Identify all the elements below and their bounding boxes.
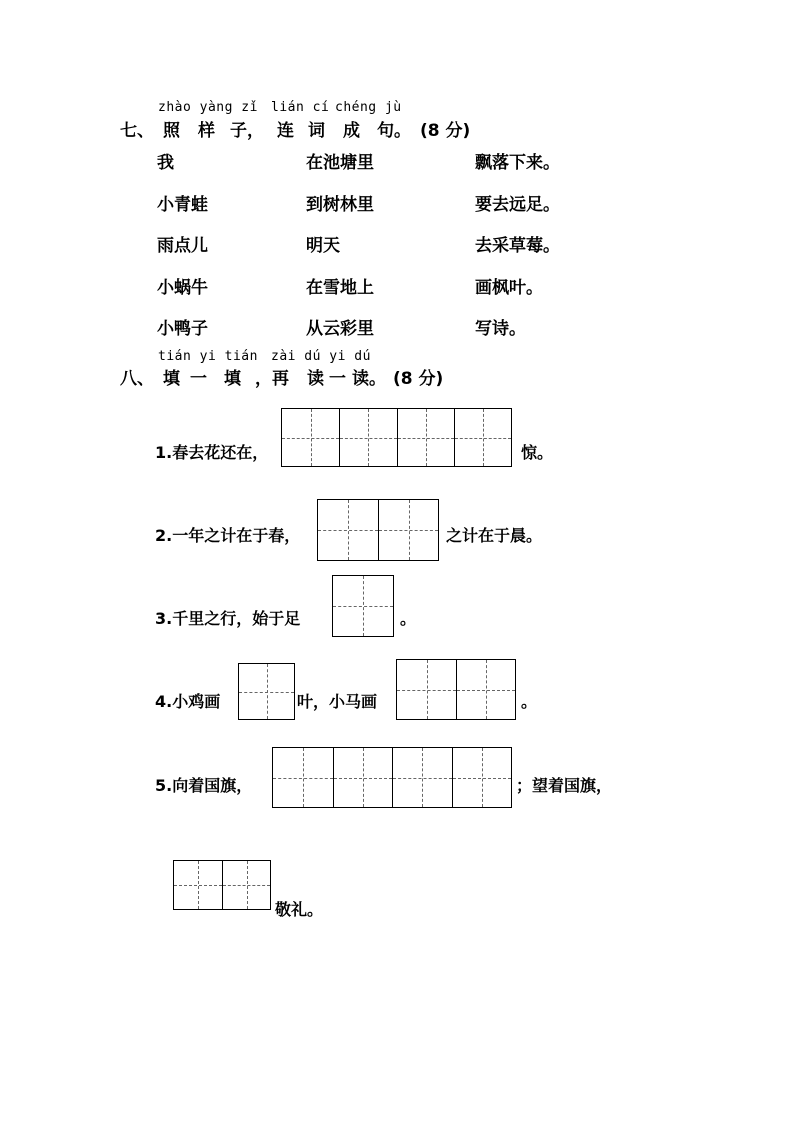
heading-char: 句。 <box>377 121 411 141</box>
pinyin-lian-ci: lián cí <box>271 100 330 115</box>
writing-square[interactable] <box>222 861 270 909</box>
writing-square[interactable] <box>378 500 438 560</box>
item-1-suffix: 惊。 <box>521 443 554 462</box>
heading-char: 填 <box>224 369 241 389</box>
section-score: (8 分) <box>420 121 471 141</box>
word-cell: 我 <box>157 153 174 173</box>
heading-char: 词 <box>308 121 325 141</box>
pinyin-zhao-yang-zi: zhào yàng zǐ <box>158 100 258 115</box>
writing-square[interactable] <box>282 409 339 466</box>
item-2-prefix: 2.一年之计在于春， <box>155 526 301 545</box>
word-cell: 画枫叶。 <box>475 278 543 298</box>
word-cell: 去采草莓。 <box>475 236 560 256</box>
writing-square[interactable] <box>454 409 511 466</box>
item-4-prefix: 4.小鸡画 <box>155 692 221 711</box>
heading-char: 照 <box>163 121 180 141</box>
answer-grid-item-1[interactable] <box>281 408 512 467</box>
item-5-prefix: 5.向着国旗， <box>155 776 253 795</box>
writing-square[interactable] <box>397 660 456 719</box>
word-cell: 要去远足。 <box>475 195 560 215</box>
section-number: 八、 <box>120 369 154 389</box>
writing-square[interactable] <box>392 748 452 807</box>
writing-square[interactable] <box>174 861 222 909</box>
word-cell: 从云彩里 <box>306 319 374 339</box>
word-cell: 飘落下来。 <box>475 153 560 173</box>
word-cell: 写诗。 <box>475 319 526 339</box>
answer-grid-item-5a[interactable] <box>272 747 512 808</box>
item-2-suffix: 之计在于晨。 <box>446 526 543 545</box>
pinyin-zai-du-yi-du: zài dú yi dú <box>271 349 371 364</box>
writing-square[interactable] <box>318 500 378 560</box>
writing-square[interactable] <box>333 576 393 636</box>
heading-char: 填 <box>163 369 180 389</box>
section-score: (8 分) <box>393 369 444 389</box>
writing-square[interactable] <box>273 748 333 807</box>
heading-char: 子， <box>230 121 264 141</box>
section-number: 七、 <box>120 121 154 141</box>
heading-char: 连 <box>277 121 294 141</box>
answer-grid-item-3[interactable] <box>332 575 394 637</box>
answer-grid-item-2[interactable] <box>317 499 439 561</box>
answer-grid-item-5b[interactable] <box>173 860 271 910</box>
word-cell: 在池塘里 <box>306 153 374 173</box>
writing-square[interactable] <box>333 748 393 807</box>
answer-grid-item-4b[interactable] <box>396 659 516 720</box>
word-cell: 小青蛙 <box>157 195 208 215</box>
word-cell: 雨点儿 <box>157 236 208 256</box>
word-cell: 小蜗牛 <box>157 278 208 298</box>
word-cell: 明天 <box>306 236 340 256</box>
heading-char: 样 <box>198 121 215 141</box>
heading-char: 一 <box>329 369 346 389</box>
pinyin-cheng-ju: chéng jù <box>335 100 402 115</box>
writing-square[interactable] <box>456 660 515 719</box>
heading-char: 读。 <box>352 369 386 389</box>
heading-char: 一 <box>190 369 207 389</box>
item-1-prefix: 1.春去花还在， <box>155 443 269 462</box>
word-cell: 到树林里 <box>306 195 374 215</box>
heading-char: 读 <box>307 369 324 389</box>
item-5-line2-suffix: 敬礼。 <box>275 900 324 919</box>
pinyin-tian-yi-tian: tián yi tián <box>158 349 258 364</box>
writing-square[interactable] <box>397 409 454 466</box>
item-5-suffix: ；望着国旗， <box>516 776 613 795</box>
writing-square[interactable] <box>339 409 396 466</box>
answer-grid-item-4a[interactable] <box>238 663 295 720</box>
heading-char: 成 <box>343 121 360 141</box>
word-cell: 在雪地上 <box>306 278 374 298</box>
item-3-suffix: 。 <box>400 609 417 628</box>
item-4-middle: 叶，小马画 <box>297 692 378 711</box>
word-cell: 小鸭子 <box>157 319 208 339</box>
item-3-prefix: 3.千里之行，始于足 <box>155 609 301 628</box>
writing-square[interactable] <box>239 664 294 719</box>
writing-square[interactable] <box>452 748 512 807</box>
heading-char: ，再 <box>255 369 289 389</box>
item-4-suffix: 。 <box>521 692 538 711</box>
